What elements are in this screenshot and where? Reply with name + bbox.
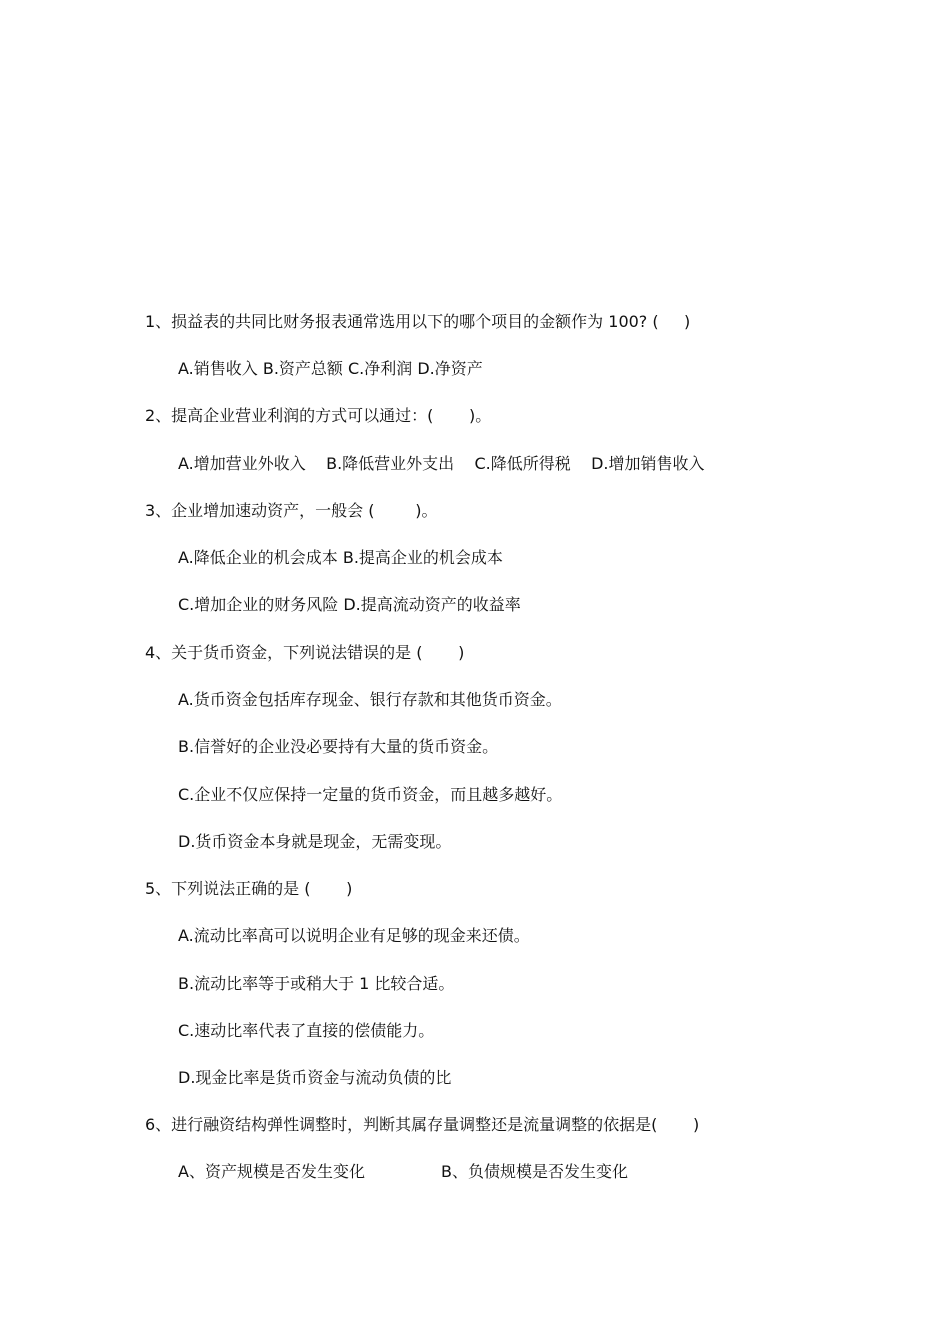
question-4: 4、关于货币资金，下列说法错误的是 ( ) xyxy=(145,643,465,662)
question-3-options-ab: A.降低企业的机会成本 B.提高企业的机会成本 xyxy=(178,548,503,567)
question-5-option-c: C.速动比率代表了直接的偿债能力。 xyxy=(178,1021,435,1040)
question-4-option-d: D.货币资金本身就是现金，无需变现。 xyxy=(178,832,452,851)
question-2: 2、提高企业营业利润的方式可以通过：( )。 xyxy=(145,406,492,425)
question-3: 3、企业增加速动资产，一般会 ( )。 xyxy=(145,501,438,520)
question-6: 6、进行融资结构弹性调整时，判断其属存量调整还是流量调整的依据是( ) xyxy=(145,1115,700,1134)
question-6-option-a: A、资产规模是否发生变化 xyxy=(178,1162,365,1181)
question-1-options: A.销售收入 B.资产总额 C.净利润 D.净资产 xyxy=(178,359,483,378)
question-4-option-b: B.信誉好的企业没必要持有大量的货币资金。 xyxy=(178,737,499,756)
question-5-option-b: B.流动比率等于或稍大于 1 比较合适。 xyxy=(178,974,455,993)
question-3-options-cd: C.增加企业的财务风险 D.提高流动资产的收益率 xyxy=(178,595,521,614)
question-1: 1、损益表的共同比财务报表通常选用以下的哪个项目的金额作为 100? ( ) xyxy=(145,312,691,331)
question-6-option-b: B、负债规模是否发生变化 xyxy=(441,1162,628,1181)
question-4-option-a: A.货币资金包括库存现金、银行存款和其他货币资金。 xyxy=(178,690,562,709)
question-4-option-c: C.企业不仅应保持一定量的货币资金，而且越多越好。 xyxy=(178,785,563,804)
question-5-option-a: A.流动比率高可以说明企业有足够的现金来还债。 xyxy=(178,926,530,945)
question-2-options: A.增加营业外收入 B.降低营业外支出 C.降低所得税 D.增加销售收入 xyxy=(178,454,705,473)
question-5: 5、下列说法正确的是 ( ) xyxy=(145,879,353,898)
question-5-option-d: D.现金比率是货币资金与流动负债的比 xyxy=(178,1068,452,1087)
